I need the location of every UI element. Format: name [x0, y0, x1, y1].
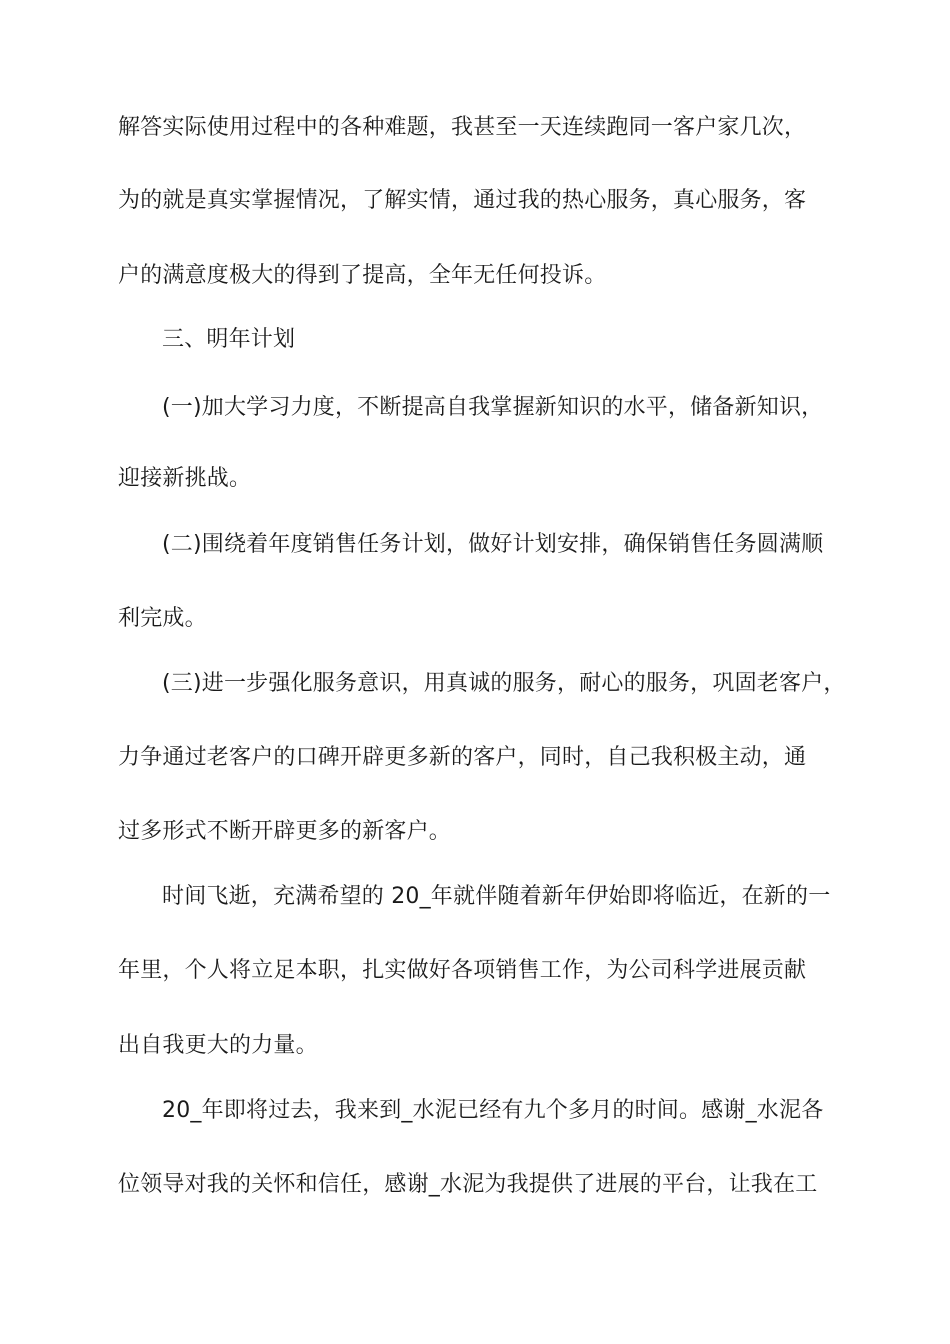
text-line: 解答实际使用过程中的各种难题，我甚至一天连续跑同一客户家几次，: [118, 115, 807, 140]
section-heading: 三、明年计划: [162, 327, 296, 352]
text-line: 位领导对我的关怀和信任，感谢_水泥为我提供了进展的平台，让我在工: [118, 1172, 818, 1197]
text-line: 户的满意度极大的得到了提高，全年无任何投诉。: [118, 263, 607, 288]
text-line: (一)加大学习力度，不断提高自我掌握新知识的水平，储备新知识，: [162, 395, 824, 420]
text-line: 年里，个人将立足本职，扎实做好各项销售工作，为公司科学进展贡献: [118, 958, 807, 983]
text-line: 20_年即将过去，我来到_水泥已经有九个多月的时间。感谢_水泥各: [162, 1098, 824, 1123]
text-line: 时间飞逝，充满希望的 20_年就伴随着新年伊始即将临近，在新的一: [162, 884, 831, 909]
text-line: (三)进一步强化服务意识，用真诚的服务，耐心的服务，巩固老客户，: [162, 671, 846, 696]
text-line: 为的就是真实掌握情况，了解实情，通过我的热心服务，真心服务，客: [118, 188, 807, 213]
text-line: (二)围绕着年度销售任务计划，做好计划安排，确保销售任务圆满顺: [162, 532, 824, 557]
text-line: 出自我更大的力量。: [118, 1033, 318, 1058]
text-line: 过多形式不断开辟更多的新客户。: [118, 819, 452, 844]
text-line: 迎接新挑战。: [118, 466, 252, 491]
text-line: 利完成。: [118, 606, 207, 631]
text-line: 力争通过老客户的口碑开辟更多新的客户，同时，自己我积极主动，通: [118, 745, 807, 770]
